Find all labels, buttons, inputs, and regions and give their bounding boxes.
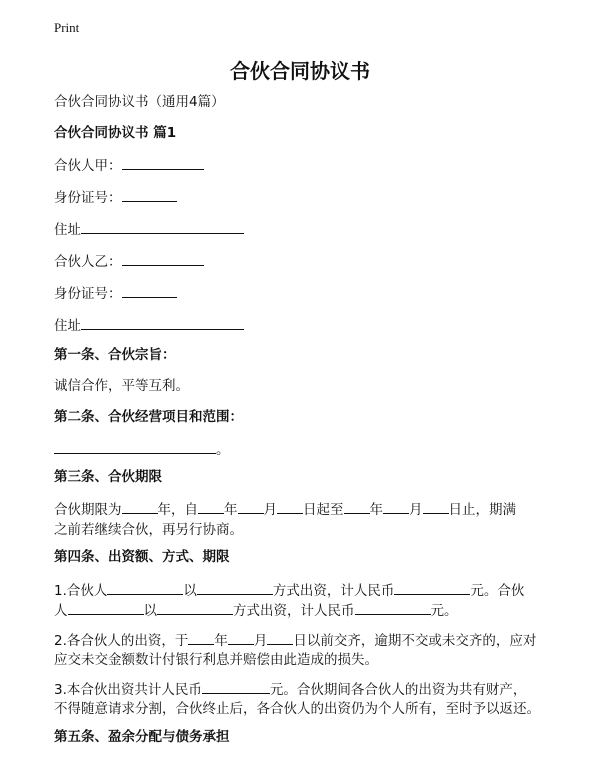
article-4-item-3-line-2: 不得随意请求分割，合伙终止后，各合伙人的出资仍为个人所有，至时予以返还。 [54,701,540,717]
article-4-item-3-line-1: 3.本合伙出资共计人民币 元。合伙期间各合伙人的出资为共有财产， [54,679,526,700]
blank-field [107,580,183,595]
article-1-title: 第一条、合伙宗旨： [54,347,176,363]
address-b-line [54,315,244,336]
blank-field [202,679,270,694]
section-heading: 合伙合同协议书 篇1 [54,125,177,141]
article-3-line-2: 之前若继续合伙，再另行协商。 [54,522,243,538]
document-title: 合伙合同协议书 [230,59,370,83]
id-a-line [54,187,177,208]
blank-field [122,187,177,202]
article-2-title: 第二条、合伙经营项目和范围： [54,409,243,425]
print-link[interactable]: Print [54,20,80,35]
blank-field [122,155,204,170]
blank-field [383,499,409,514]
blank-field [267,630,293,645]
blank-field [81,219,244,234]
blank-field [344,499,370,514]
partner-a-line [54,155,204,176]
article-4-item-1-line-1: 1.合伙人 以 方式出资，计人民币 元。合伙 [54,580,524,601]
article-1-body: 诚信合作，平等互利。 [54,378,189,394]
blank-field [188,630,214,645]
blank-field [122,251,204,266]
article-3-line-1: 合伙期限为 年，自 年 月 日起至 年 月 日止，期满 [54,499,516,520]
blank-field [122,499,158,514]
article-4-title: 第四条、出资额、方式、期限 [54,549,230,565]
partner-b-label: 合伙人乙： [54,254,122,270]
address-b-label: 住址 [54,318,81,334]
blank-field [198,499,224,514]
id-b-label: 身份证号： [54,286,122,302]
blank-field [68,600,144,615]
partner-b-line [54,251,204,272]
blank-field [355,600,431,615]
article-2-line [54,439,230,460]
blank-field [228,630,254,645]
blank-field [197,580,273,595]
address-a-line [54,219,244,240]
address-a-label: 住址 [54,222,81,238]
blank-field [394,580,470,595]
blank-field [157,600,233,615]
article-4-item-2-line-1: 2.各合伙人的出资，于 年 月 日以前交齐，逾期不交或未交齐的，应对 [54,630,536,651]
article-2-end: 。 [216,442,230,458]
article-4-item-1-line-2: 人 以 方式出资，计人民币 元。 [54,600,458,621]
blank-field [54,439,216,454]
article-4-item-2-line-2: 应交未交金额数计付银行利息并赔偿由此造成的损失。 [54,652,378,668]
blank-field [277,499,303,514]
article-5-title: 第五条、盈余分配与债务承担 [54,729,230,745]
id-a-label: 身份证号： [54,190,122,206]
document-subtitle: 合伙合同协议书（通用4篇） [54,94,225,110]
blank-field [81,315,244,330]
blank-field [423,499,449,514]
article-3-title: 第三条、合伙期限 [54,469,162,485]
blank-field [238,499,264,514]
id-b-line [54,283,177,304]
partner-a-label: 合伙人甲： [54,158,122,174]
blank-field [122,283,177,298]
